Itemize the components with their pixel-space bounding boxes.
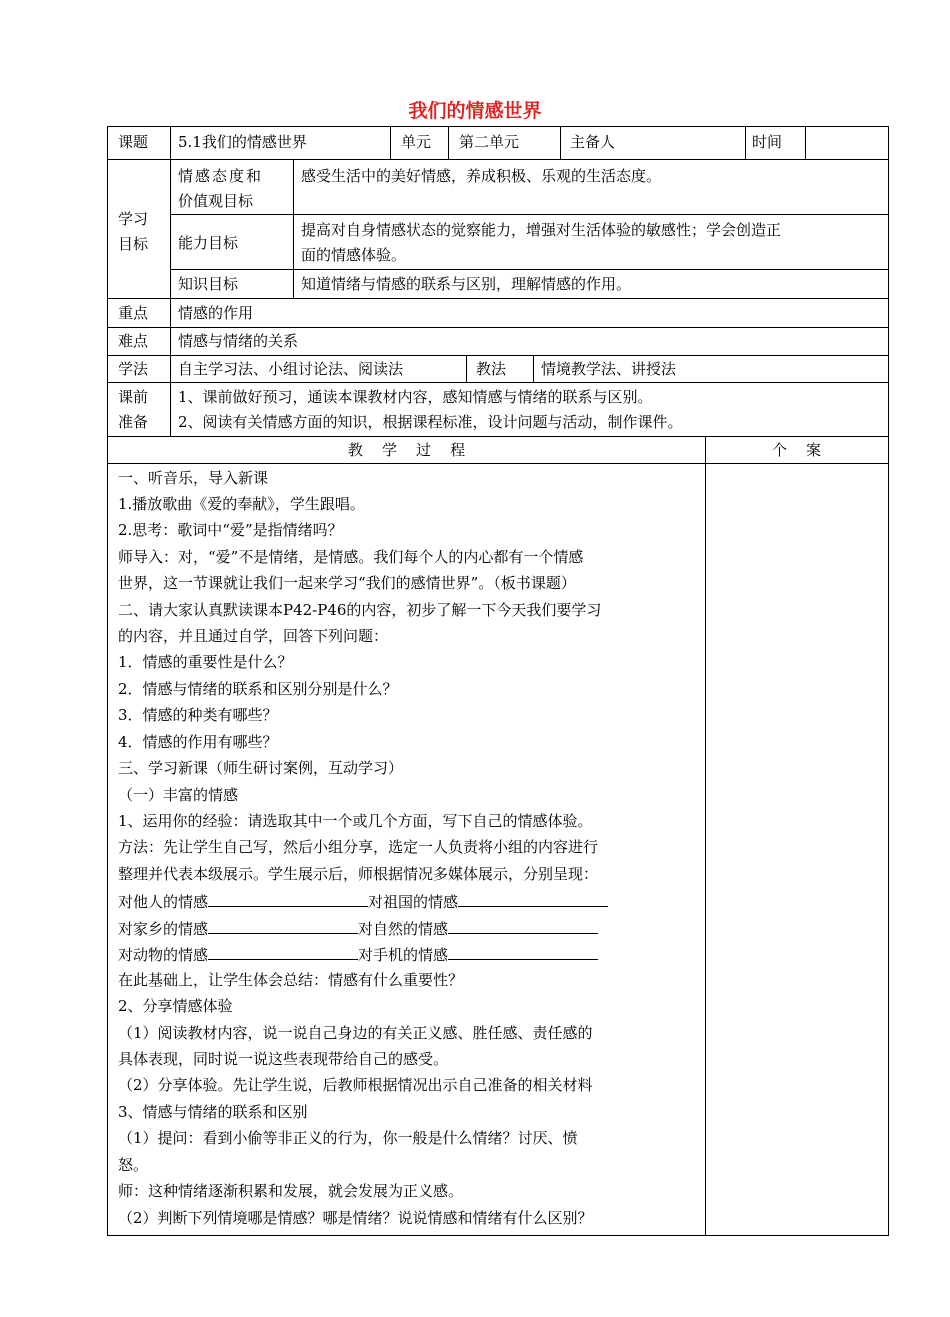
- notes-header: 个 案: [771, 441, 822, 459]
- process-line: 2.思考：歌词中“爱”是指情绪吗？: [118, 521, 343, 539]
- col-divider: [805, 127, 806, 159]
- key-point-label: 重点: [118, 304, 149, 322]
- row-divider: [170, 269, 888, 270]
- row-divider: [108, 355, 888, 356]
- process-line: 方法：先让学生自己写，然后小组分享，选定一人负责将小组的内容进行: [118, 838, 599, 856]
- col-divider: [293, 159, 294, 298]
- attitude-goal-label-line2: 价值观目标: [178, 192, 254, 210]
- fill-in-row: [118, 888, 608, 914]
- col-divider: [533, 355, 534, 382]
- prep-item-1: 1、课前做好预习，通读本课教材内容，感知情感与情绪的联系与区别。: [178, 388, 653, 406]
- row-divider: [170, 214, 888, 215]
- fill-in-blank[interactable]: [208, 915, 358, 934]
- learning-method-text: 自主学习法、小组讨论法、阅读法: [178, 360, 404, 378]
- fill-in-blank[interactable]: [208, 941, 358, 960]
- fill-in-blank[interactable]: [448, 915, 598, 934]
- attitude-goal-text: 感受生活中的美好情感，养成积极、乐观的生活态度。: [301, 167, 662, 185]
- col-divider: [448, 127, 449, 159]
- ability-goal-text-line2: 面的情感体验。: [301, 246, 407, 264]
- fill-in-row: [118, 915, 598, 941]
- row-divider: [108, 382, 888, 383]
- process-line: 4．情感的作用有哪些？: [118, 733, 278, 751]
- process-header: 教 学 过 程: [347, 441, 466, 459]
- document-title: 我们的情感世界: [408, 100, 542, 122]
- fill-in-label: 对祖国的情感: [368, 893, 459, 911]
- fill-in-blank[interactable]: [448, 941, 598, 960]
- ability-goal-label: 能力目标: [178, 234, 239, 252]
- process-line: 1、运用你的经验：请选取其中一个或几个方面，写下自己的情感体验。: [118, 812, 593, 830]
- row-divider: [108, 463, 888, 464]
- process-line: 2．情感与情绪的联系和区别分别是什么？: [118, 680, 398, 698]
- preparer-label: 主备人: [570, 133, 616, 151]
- col-divider: [705, 436, 706, 1235]
- col-divider: [560, 127, 561, 159]
- knowledge-goal-label: 知识目标: [178, 275, 239, 293]
- col-divider: [390, 127, 391, 159]
- row-divider: [108, 327, 888, 328]
- row-divider: [108, 298, 888, 299]
- process-line: 的内容，并且通过自学，回答下列问题：: [118, 627, 389, 645]
- key-point-text: 情感的作用: [178, 304, 254, 322]
- attitude-goal-label-line1: 情感态度和: [178, 167, 264, 185]
- row-divider: [108, 436, 888, 437]
- process-line: 3、情感与情绪的联系和区别: [118, 1103, 308, 1121]
- time-label: 时间: [752, 133, 783, 151]
- process-line: 世界，这一节课就让我们一起来学习“我们的感情世界”。（板书课题）: [118, 574, 576, 592]
- teaching-method-text: 情境教学法、讲授法: [541, 360, 677, 378]
- process-line: 在此基础上，让学生体会总结：情感有什么重要性？: [118, 971, 464, 989]
- process-line: 师导入：对，“爱”不是情绪，是情感。我们每个人的内心都有一个情感: [118, 548, 584, 566]
- goals-label-line1: 学习: [118, 210, 149, 228]
- process-line: 整理并代表本级展示。学生展示后，师根据情况多媒体展示，分别呈现：: [118, 865, 599, 883]
- process-line: 师：这种情绪逐渐积累和发展，就会发展为正义感。: [118, 1182, 464, 1200]
- process-line: 具体表现，同时说一说这些表现带给自己的感受。: [118, 1050, 449, 1068]
- process-line: （1）阅读教材内容，说一说自己身边的有关正义感、胜任感、责任感的: [118, 1024, 593, 1042]
- process-line: 三、学习新课（师生研讨案例，互动学习）: [118, 759, 404, 777]
- process-line: 一、听音乐，导入新课: [118, 469, 269, 487]
- unit-value: 第二单元: [459, 133, 520, 151]
- row-divider: [108, 159, 888, 160]
- col-divider: [466, 355, 467, 382]
- process-line: （2）分享体验。先让学生说，后教师根据情况出示自己准备的相关材料: [118, 1076, 593, 1094]
- process-line: （一）丰富的情感: [118, 786, 239, 804]
- difficulty-text: 情感与情绪的关系: [178, 332, 299, 350]
- lesson-plan-table: [107, 126, 889, 1236]
- col-divider: [745, 127, 746, 159]
- prep-label-line2: 准备: [118, 413, 149, 431]
- process-line: 二、请大家认真默读课本P42-P46的内容，初步了解一下今天我们要学习: [118, 601, 602, 619]
- ability-goal-text-line1: 提高对自身情感状态的觉察能力，增强对生活体验的敏感性；学会创造正: [301, 221, 782, 239]
- fill-in-row: [118, 941, 598, 967]
- process-line: 怒。: [118, 1156, 149, 1174]
- process-line: （1）提问：看到小偷等非正义的行为，你一般是什么情绪？讨厌、愤: [118, 1129, 578, 1147]
- prep-item-2: 2、阅读有关情感方面的知识，根据课程标准，设计问题与活动，制作课件。: [178, 413, 683, 431]
- process-line: 1.播放歌曲《爱的奉献》，学生跟唱。: [118, 495, 365, 513]
- topic-label: 课题: [118, 133, 149, 151]
- fill-in-blank[interactable]: [208, 888, 368, 907]
- teaching-method-label: 教法: [476, 360, 507, 378]
- process-line: （2）判断下列情境哪是情感？哪是情绪？说说情感和情绪有什么区别？: [118, 1209, 593, 1227]
- unit-label: 单元: [401, 133, 432, 151]
- fill-in-label: 对自然的情感: [358, 920, 449, 938]
- fill-in-label: 对动物的情感: [118, 946, 209, 964]
- fill-in-label: 对他人的情感: [118, 893, 209, 911]
- topic-value: 5.1我们的情感世界: [178, 133, 307, 151]
- fill-in-label: 对手机的情感: [358, 946, 449, 964]
- fill-in-blank[interactable]: [458, 888, 608, 907]
- difficulty-label: 难点: [118, 332, 149, 350]
- process-line: 2、分享情感体验: [118, 997, 233, 1015]
- col-divider: [170, 127, 171, 436]
- learning-method-label: 学法: [118, 360, 149, 378]
- fill-in-label: 对家乡的情感: [118, 920, 209, 938]
- process-line: 3．情感的种类有哪些？: [118, 706, 278, 724]
- process-line: 1．情感的重要性是什么？: [118, 653, 293, 671]
- knowledge-goal-text: 知道情绪与情感的联系与区别，理解情感的作用。: [301, 275, 632, 293]
- goals-label-line2: 目标: [118, 235, 149, 253]
- prep-label-line1: 课前: [118, 388, 149, 406]
